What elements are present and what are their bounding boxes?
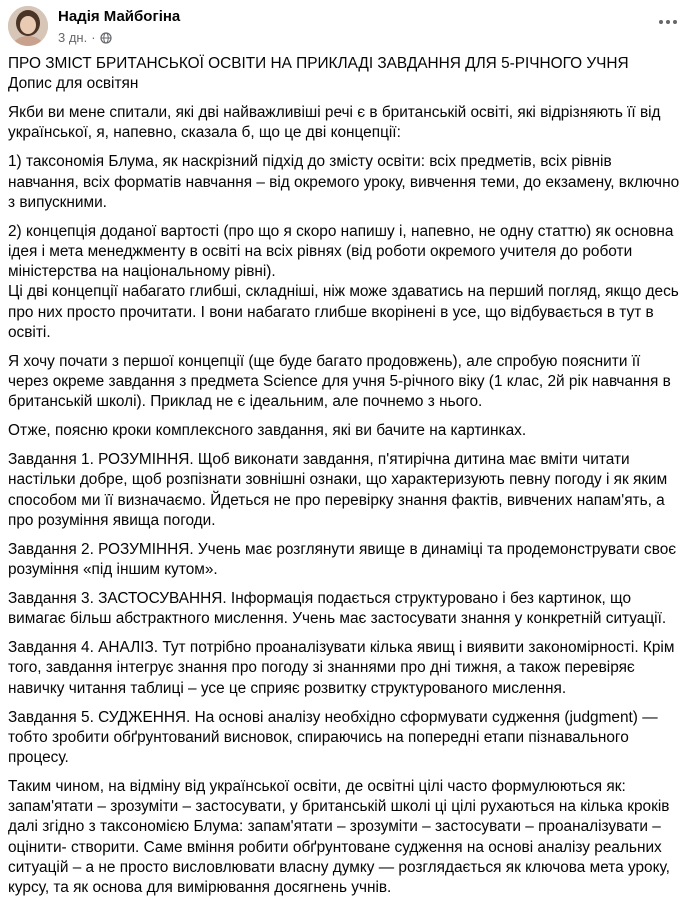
- post-title: ПРО ЗМІСТ БРИТАНСЬКОЇ ОСВІТИ НА ПРИКЛАДІ ЗАВДАННЯ ДЛЯ 5-РІЧНОГО УЧНЯ: [8, 55, 629, 72]
- post-meta: [58, 30, 112, 45]
- author-name[interactable]: Надія Майбогіна: [58, 8, 181, 25]
- paragraph: Завдання 5. СУДЖЕННЯ. На основі аналізу необхідно сформувати судження (judgment) — тобто зробити обґрунтований висновок, спираючись на попередні етапи пізнавального процесу.: [8, 708, 658, 767]
- paragraph: Завдання 1. РОЗУМІННЯ. Щоб виконати завдання, п'ятирічна дитина має вміти читати настільки добре, щоб розпізнати зовнішні ознаки, що характеризують певну погоду і як яким способом ми її визначаємо. Йдеться не про перевірку знання фактів, вивчених напам'ять, а про розуміння явища погоди.: [8, 451, 668, 529]
- separator-dot: ·: [91, 30, 96, 45]
- post-title-block: [8, 54, 684, 94]
- post-body: [8, 54, 684, 907]
- paragraph: Ці дві концепції набагато глибші, складніші, ніж може здаватись на перший погляд, якщо десь про них просто прочитати. І вони набагато глибше вкорінені в усе, що відбувається в тут в освіті.: [8, 283, 679, 341]
- paragraph: Завдання 2. РОЗУМІННЯ. Учень має розглянути явище в динаміці та продемонструвати своє розуміння «під іншим кутом».: [8, 540, 677, 579]
- paragraph: Якби ви мене спитали, які дві найважливіші речі є в британській освіті, які відрізняють її від української, я, напевно, сказала б, що це дві концепції:: [8, 104, 661, 142]
- paragraph: 1) таксономія Блума, як наскрізний підхід до змісту освіти: всіх предметів, всіх рівнів навчання, всіх форматів навчання – від окремого уроку, вивчення теми, до екзамену, включно з випускними.: [8, 153, 680, 211]
- post-timestamp[interactable]: 3 дн.: [58, 30, 88, 45]
- paragraph: Завдання 4. АНАЛІЗ. Тут потрібно проаналізувати кілька явищ і виявити закономірності. Крім того, завдання інтегрує знання про погоду зі знаннями про дні тижня, а також перевіряє навичку читання таблиці – усе це сприяє розвитку структурованого мислення.: [8, 639, 675, 697]
- globe-icon: [100, 32, 112, 44]
- post-header: [8, 6, 686, 50]
- post-subtitle: Допис для освітян: [8, 75, 139, 93]
- paragraph: Завдання 3. ЗАСТОСУВАННЯ. Інформація подається структуровано і без картинок, що вимагає більш абстрактного мислення. Учень має застосувати знання у конкретній ситуації.: [8, 590, 667, 628]
- paragraph: 2) концепція доданої вартості (про що я скоро напишу і, напевно, не одну статтю) як основна ідея і мета менеджменту в освіті на всіх рівнях (від роботи окремого учителя до роботи міністерства на національному рівні).: [8, 222, 674, 281]
- paragraph: Таким чином, на відміну від української освіти, де освітні цілі часто формулюються як: запам'ятати – зрозуміти – застосувати, у британській школі ці цілі рухаються на кілька кроків далі згідно з таксономією Блума: запам'ятати – зрозуміти – застосувати – проаналізувати – оцінити- створити. Саме вміння робити обґрунтоване судження на основі аналізу реальних ситуацій – а не просто висловлювати власну думку — розглядається як ключова мета уроку, курсу, та як основа для вимірювання досягнень учнів.: [8, 778, 670, 897]
- avatar-image: [8, 6, 48, 46]
- ellipsis-icon: [658, 19, 678, 25]
- avatar[interactable]: [8, 6, 48, 46]
- more-options-button[interactable]: [654, 12, 682, 32]
- paragraph: Отже, поясню кроки комплексного завдання, які ви бачите на картинках.: [8, 422, 527, 440]
- paragraph: Я хочу почати з першої концепції (ще буде багато продовжень), але спробую пояснити її через окреме завдання з предмета Science для учня 5-річного віку (1 клас, 2й рік навчання в британській школі). Приклад не є ідеальним, але почнемо з нього.: [8, 352, 671, 411]
